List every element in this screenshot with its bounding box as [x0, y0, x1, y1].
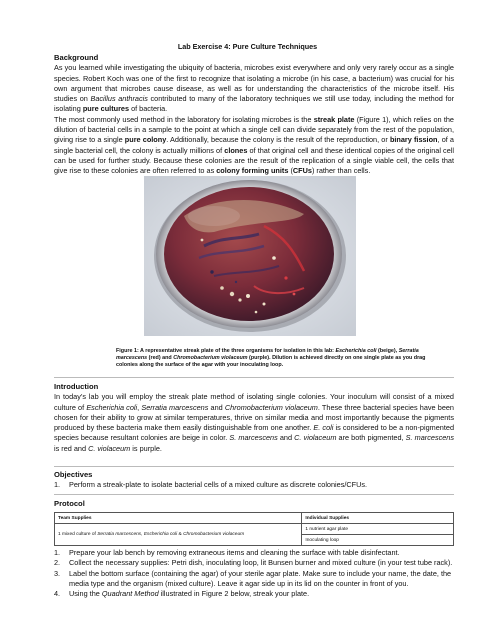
background-section — [54, 53, 454, 177]
team-supplies-cell: 1 mixed culture of Serratia marcescens, Escherichia coli & Chromobacterium violaceum — [55, 524, 302, 546]
protocol-step: 2. Collect the necessary supplies: Petri dish, inoculating loop, lit Bunsen burner and mixed culture (in your test tube rack). — [54, 558, 453, 568]
team-supplies-header: Team Supplies — [55, 513, 302, 524]
section-divider — [54, 377, 454, 378]
background-paragraph-2: The most commonly used method in the laboratory for isolating microbes is the streak plate (Figure 1), which relies on the dilution of bacterial cells in a sample to the point at which a single cell can divide separately from the rest of the population, giving rise to a single pure colony. Additionally, because the colony is the result of the reproduction, or binary fission, of a single bacterial cell, the colony is actually millions of clones of that original cell and these identical copies of the original cell can be used for further study. Because these colonies are the result of the replication of a single viable cell, the cells that give rise to these colonies are often referred to as colony forming units (CFUs) rather than cells. — [54, 114, 455, 176]
individual-supplies-cell: 1 nutrient agar plate — [302, 524, 454, 535]
background-paragraph-1: As you learned while investigating the ubiquity of bacteria, microbes exist everywhere and only very rarely occur as a single species. Robert Koch was one of the first to recognize that isolating a microbe (in his case, a bacterium) was crucial for his own argument that microbes cause disease, as well as for understanding the characteristics of the microbe itself. His studies on Bacillus anthracis contributed to many of the laboratory techniques we still use today, including the method for isolating pure cultures of bacteria. — [54, 63, 455, 114]
protocol-step: 3. Label the bottom surface (containing the agar) of your sterile agar plate. Make sure to include your name, the date, the media type and the organism (mixed culture). Leave it agar side up in its lid on the counter in front of you. — [54, 568, 452, 588]
individual-supplies-header: Individual Supplies — [302, 513, 454, 524]
introduction-heading: Introduction — [54, 382, 99, 391]
table-row — [55, 524, 454, 535]
background-heading: Background — [54, 53, 99, 62]
individual-supplies-cell: Inoculating loop — [302, 535, 454, 546]
introduction-section — [54, 382, 454, 454]
table-header-row — [55, 513, 454, 524]
figure-caption: Figure 1: A representative streak plate of the three organisms for isolation in this lab: Escherichia coli (beige), Serratia marcescens (red) and Chromobacterium violaceum (purple). Dilution is achieved directly on one single plate as you drag colonies along the surface of the agar with your inoculating loop. — [116, 348, 426, 369]
protocol-step: 1. Prepare your lab bench by removing extraneous items and cleaning the surface with table disinfectant. — [54, 548, 400, 557]
protocol-step: 4. Using the Quadrant Method illustrated in Figure 2 below, streak your plate. — [54, 589, 310, 599]
protocol-section — [54, 499, 454, 509]
section-divider — [54, 494, 454, 495]
petri-dish-image — [144, 176, 356, 336]
protocol-steps — [54, 548, 454, 599]
section-divider — [54, 466, 454, 467]
objectives-section — [54, 470, 454, 491]
page-title: Lab Exercise 4: Pure Culture Techniques — [177, 42, 318, 51]
introduction-paragraph: In today’s lab you will employ the streak plate method of isolating single colonies. Your inoculum will consist of a mixed culture of Escherichia coli, Serratia marcescens and Chromobacterium violaceum. These three bacterial species have been chosen for their ability to grow at similar temperatures, thrive on similar media and most importantly because the pigments produced by these bacteria make them easily distinguishable from one another. E. coli is considered to be a non-pigmented species because resultant colonies are beige in color. S. marcescens and C. violaceum are both pigmented, S. marcescens is red and C. violaceum is purple. — [54, 392, 455, 453]
objectives-heading: Objectives — [54, 470, 93, 479]
protocol-heading: Protocol — [54, 499, 85, 508]
objective-item: 1. Perform a streak-plate to isolate bacterial cells of a mixed culture as discrete colonies/CFUs. — [54, 480, 368, 490]
streak-plate-photo — [144, 176, 356, 336]
supplies-table — [54, 512, 454, 546]
